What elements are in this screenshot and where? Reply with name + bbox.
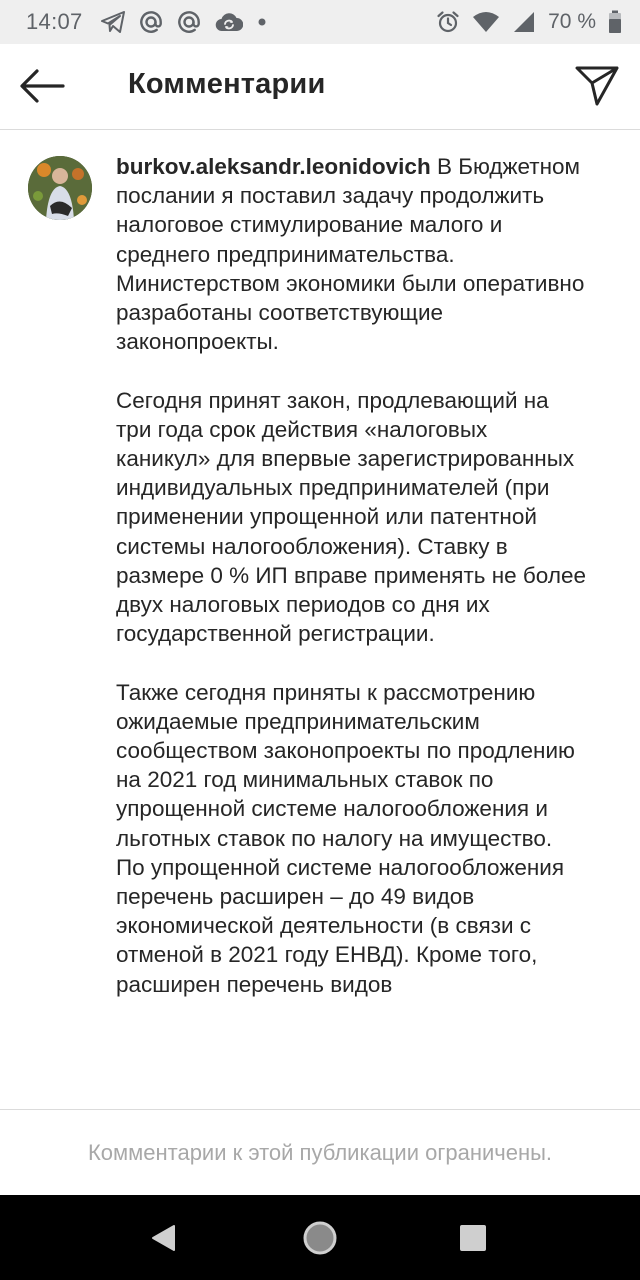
telegram-icon	[101, 11, 125, 33]
alarm-icon	[436, 10, 460, 34]
cloud-sync-icon	[215, 11, 243, 33]
nav-recents-button[interactable]	[450, 1215, 496, 1261]
at-icon	[139, 10, 163, 34]
avatar[interactable]	[28, 156, 92, 220]
comment-text-1: В Бюджетном послании я поставил задачу продолжить налоговое стимулирование малого и среднего предпринимательства. Министерством экономики были оперативно разработаны соответствующие законопроекты.	[116, 154, 585, 355]
nav-home-button[interactable]	[297, 1215, 343, 1261]
comments-restricted-text: Комментарии к этой публикации ограничены.	[87, 1139, 553, 1165]
app-header	[0, 44, 640, 130]
comment-paragraph-2: Сегодня принят закон, продлевающий на три года срок действия «налоговых каникул» для впервые зарегистрированных индивидуальных предпринимателей (при применении упрощенной или патентной системы налогообложения). Ставку в размере 0 % ИП вправе применять не более двух налоговых периодов со дня их государственной регистрации.	[116, 387, 586, 647]
paper-plane-icon	[575, 65, 619, 107]
comment-body	[116, 152, 586, 1028]
page-title: Комментарии	[128, 68, 326, 100]
system-icons	[436, 10, 622, 34]
system-nav-bar	[0, 1195, 640, 1280]
comment-paragraph-1	[116, 152, 586, 356]
share-button[interactable]	[572, 62, 622, 110]
recents-square-icon	[456, 1221, 490, 1255]
back-button[interactable]	[18, 64, 66, 108]
comments-list[interactable]	[0, 131, 640, 1109]
at-icon	[177, 10, 201, 34]
nav-back-button[interactable]	[141, 1215, 187, 1261]
dot-icon	[257, 17, 267, 27]
battery-percent: 70 %	[548, 10, 596, 33]
comments-restricted-bar	[0, 1109, 640, 1195]
battery-icon	[608, 10, 622, 34]
home-circle-icon	[300, 1218, 340, 1258]
signal-icon	[512, 11, 536, 33]
back-triangle-icon	[147, 1221, 181, 1255]
status-bar	[0, 0, 640, 44]
arrow-left-icon	[19, 68, 65, 104]
comment-paragraph-3: Также сегодня приняты к рассмотрению ожидаемые предпринимательским сообществом законопроекты по продлению на 2021 год минимальных ставок по упрощенной системе налогообложения и льготных ставок по налогу на имущество. По упрощенной системе налогообложения перечень расширен – до 49 видов экономической деятельности (в связи с отменой в 2021 году ЕНВД). Кроме того, расширен перечень видов	[116, 679, 575, 997]
comment-username[interactable]: burkov.aleksandr.leonidovich	[116, 154, 431, 179]
status-time: 14:07	[26, 9, 83, 34]
wifi-icon	[472, 11, 500, 33]
notification-icons	[101, 10, 267, 34]
